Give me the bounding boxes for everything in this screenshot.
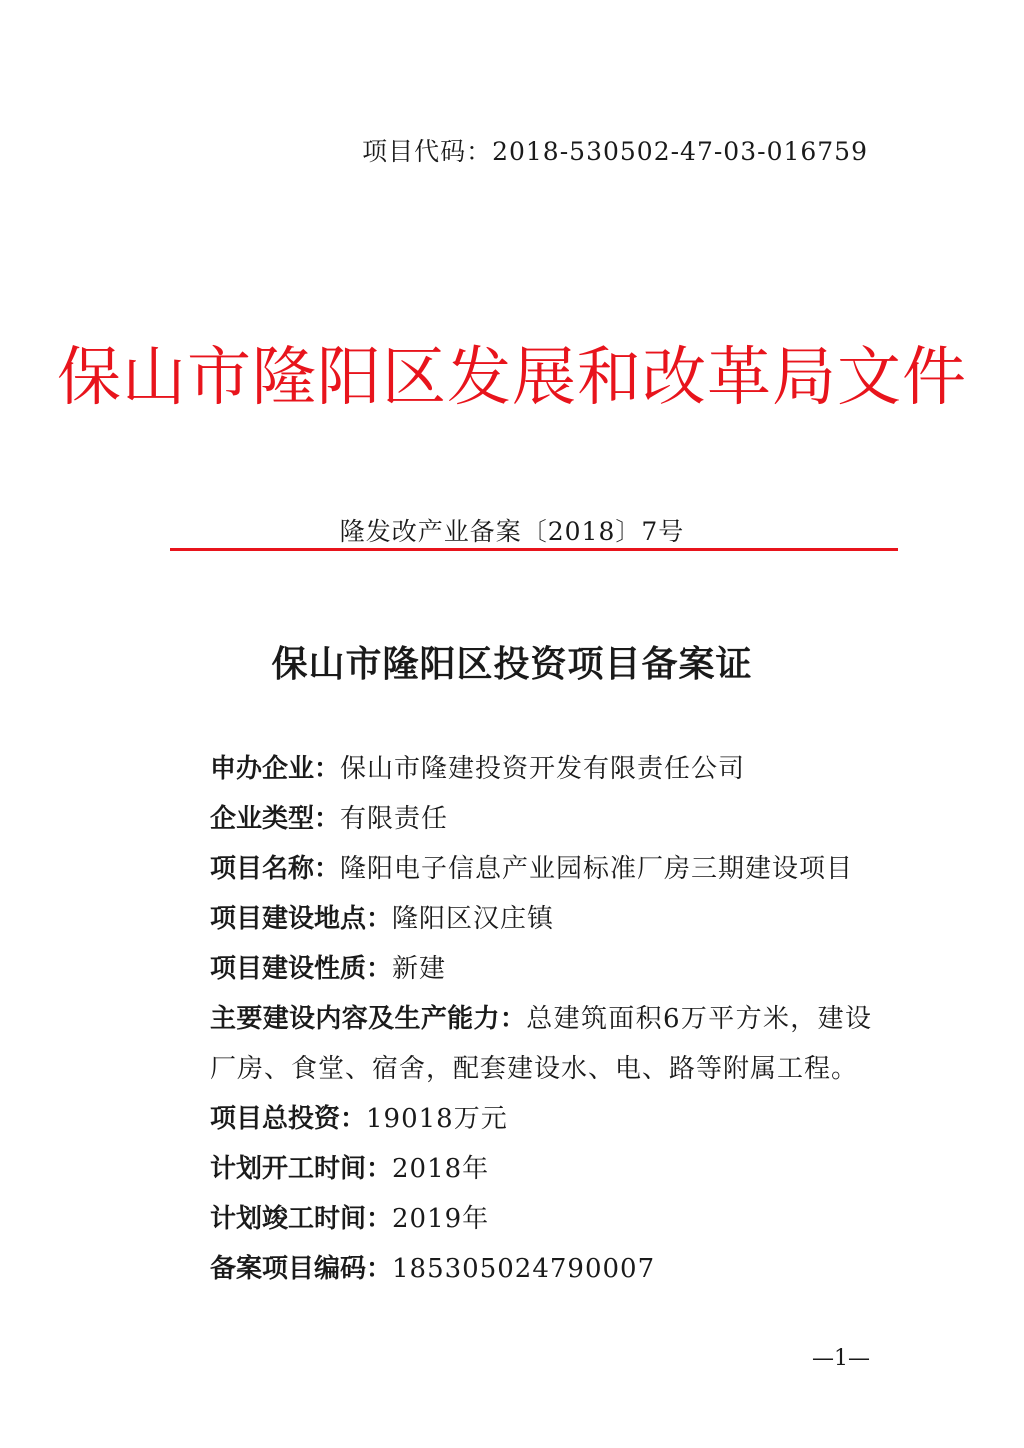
field-label: 项目总投资： <box>210 1104 367 1134</box>
project-code: 项目代码：2018-530502-47-03-016759 <box>362 137 868 166</box>
page-number: —1— <box>812 1346 870 1371</box>
field-label: 备案项目编码： <box>210 1254 393 1284</box>
field-value: 保山市隆建投资开发有限责任公司 <box>340 754 746 784</box>
field-planned-start <box>158 1144 872 1194</box>
field-applicant <box>158 744 872 794</box>
field-company-type <box>158 794 872 844</box>
field-value: 2019年 <box>392 1204 490 1234</box>
field-value: 有限责任 <box>340 804 449 834</box>
red-separator-line <box>170 548 898 551</box>
field-label: 主要建设内容及生产能力： <box>210 1004 527 1034</box>
field-label: 项目名称： <box>210 854 341 884</box>
field-construction-content <box>158 994 872 1094</box>
document-number: 隆发改产业备案〔2018〕7号 <box>339 517 685 546</box>
field-label: 企业类型： <box>210 804 341 834</box>
field-value: 2018年 <box>392 1154 490 1184</box>
field-project-location <box>158 894 872 944</box>
certificate-title: 保山市隆阳区投资项目备案证 <box>271 643 753 685</box>
field-construction-nature <box>158 944 872 994</box>
field-label: 项目建设性质： <box>210 954 393 984</box>
field-record-code <box>158 1244 872 1294</box>
field-label: 申办企业： <box>210 754 341 784</box>
field-value: 185305024790007 <box>392 1254 656 1284</box>
field-label: 计划开工时间： <box>210 1154 393 1184</box>
certificate-fields <box>158 744 872 1294</box>
field-total-investment <box>158 1094 872 1144</box>
field-label: 项目建设地点： <box>210 904 393 934</box>
field-label: 计划竣工时间： <box>210 1204 393 1234</box>
field-value: 新建 <box>392 954 447 984</box>
field-value: 总建筑面积6万平方米，建设厂房、食堂、宿舍，配套建设水、电、路等附属工程。 <box>210 1004 872 1084</box>
document-header: 保山市隆阳区发展和改革局文件 <box>57 341 967 415</box>
field-project-name <box>158 844 872 894</box>
field-value: 隆阳区汉庄镇 <box>392 904 555 934</box>
field-value: 19018万元 <box>366 1104 508 1134</box>
field-planned-completion <box>158 1194 872 1244</box>
field-value: 隆阳电子信息产业园标准厂房三期建设项目 <box>340 854 854 884</box>
